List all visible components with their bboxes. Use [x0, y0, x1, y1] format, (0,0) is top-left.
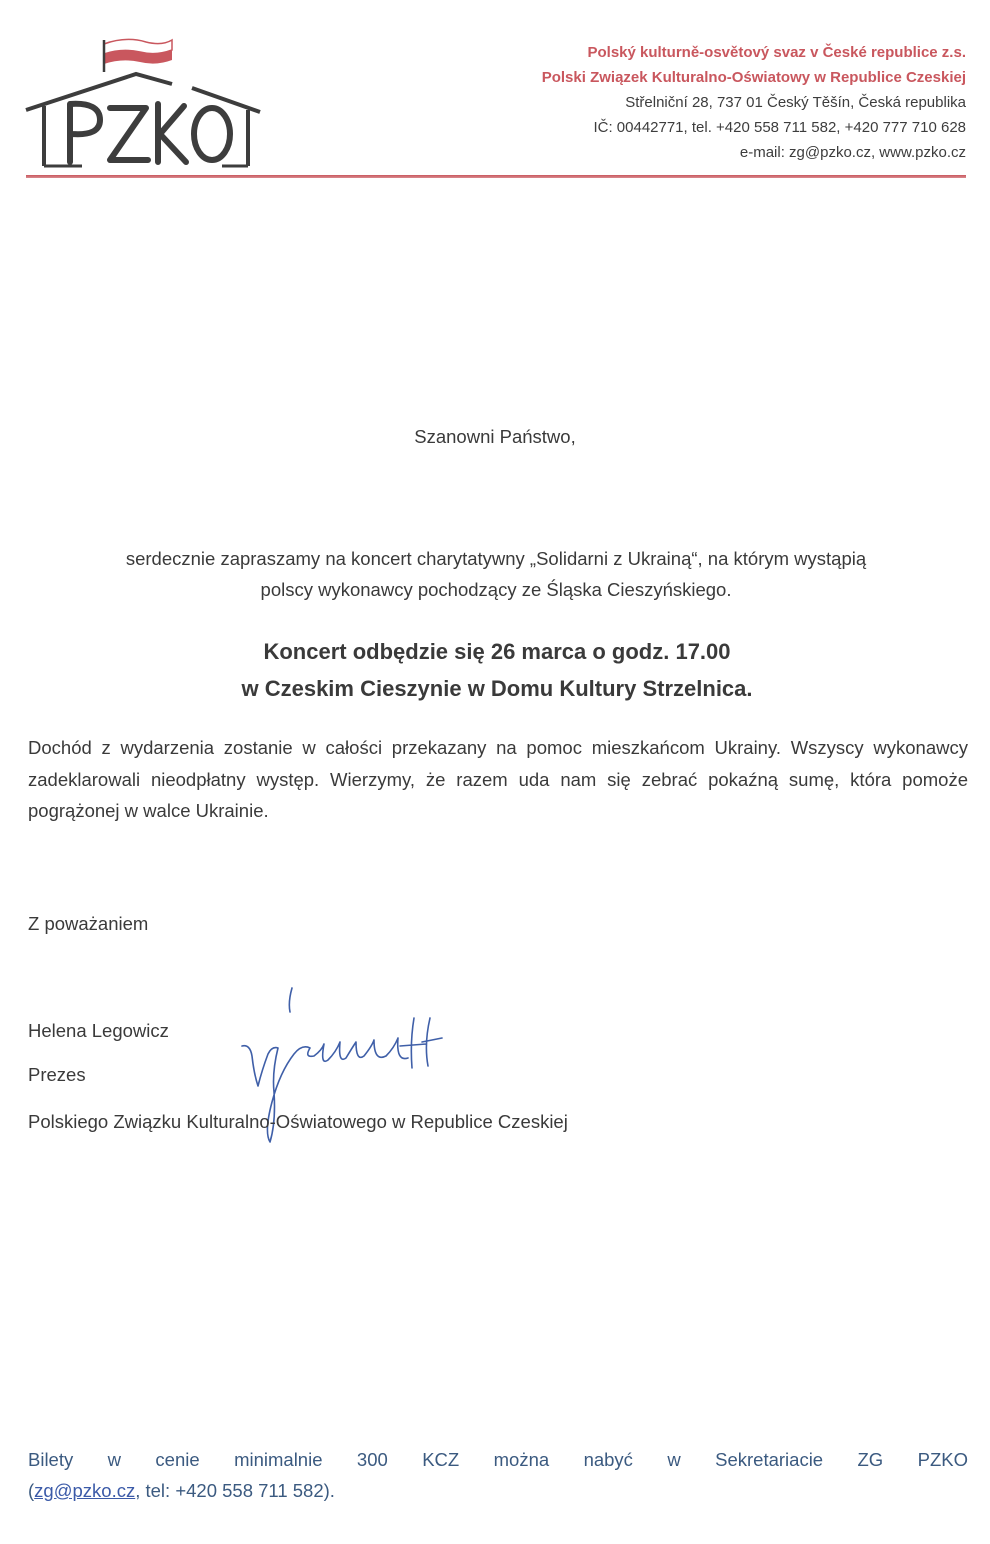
organization-info	[542, 40, 966, 165]
org-name-polish: Polski Związek Kulturalno-Oświatowy w Republice Czeskiej	[541, 69, 966, 86]
closing: Z poważaniem	[28, 913, 149, 934]
signer-name: Helena Legowicz	[28, 1020, 169, 1041]
org-contact: IČ: 00442771, tel. +420 558 711 582, +420 777 710 628	[593, 119, 966, 136]
concert-details	[0, 633, 990, 707]
signer-organization: Polskiego Związku Kulturalno-Oświatowego w Republice Czeskiej	[28, 1111, 568, 1132]
greeting: Szanowni Państwo,	[414, 426, 576, 447]
org-email-web: e-mail: zg@pzko.cz, www.pzko.cz	[739, 144, 966, 161]
concert-venue: w Czeskim Cieszynie w Domu Kultury Strzelnica.	[241, 676, 753, 701]
signer-title: Prezes	[28, 1064, 86, 1085]
tickets-contact	[28, 1475, 335, 1506]
open-paren: (	[28, 1480, 35, 1501]
concert-date: Koncert odbędzie się 26 marca o godz. 17.00	[263, 639, 731, 664]
intro-paragraph	[28, 543, 964, 605]
email-link[interactable]: zg@pzko.cz	[34, 1480, 136, 1501]
pzko-logo	[22, 32, 262, 172]
intro-line-2: polscy wykonawcy pochodzący ze Śląska Cieszyńskiego.	[260, 579, 732, 600]
header-divider	[26, 175, 966, 178]
org-address: Střelniční 28, 737 01 Český Těšín, Česká republika	[625, 94, 966, 111]
tickets-info: Bilety w cenie minimalnie 300 KCZ można nabyć w Sekretariacie ZG PZKO	[28, 1449, 968, 1470]
intro-line-1: serdecznie zapraszamy na koncert charytatywny „Solidarni z Ukrainą“, na którym wystąpią	[125, 548, 867, 569]
body-paragraph: Dochód z wydarzenia zostanie w całości przekazany na pomoc mieszkańcom Ukrainy. Wszyscy wykonawcy zadeklarowali nieodpłatny występ. Wierzymy, że razem uda nam się zebrać pokaźną sumę, która pomoże pogrążonej w walce Ukrainie.	[28, 737, 968, 821]
org-name-czech: Polský kulturně-osvětový svaz v České republice z.s.	[587, 44, 966, 61]
tickets-phone: , tel: +420 558 711 582).	[135, 1480, 335, 1501]
